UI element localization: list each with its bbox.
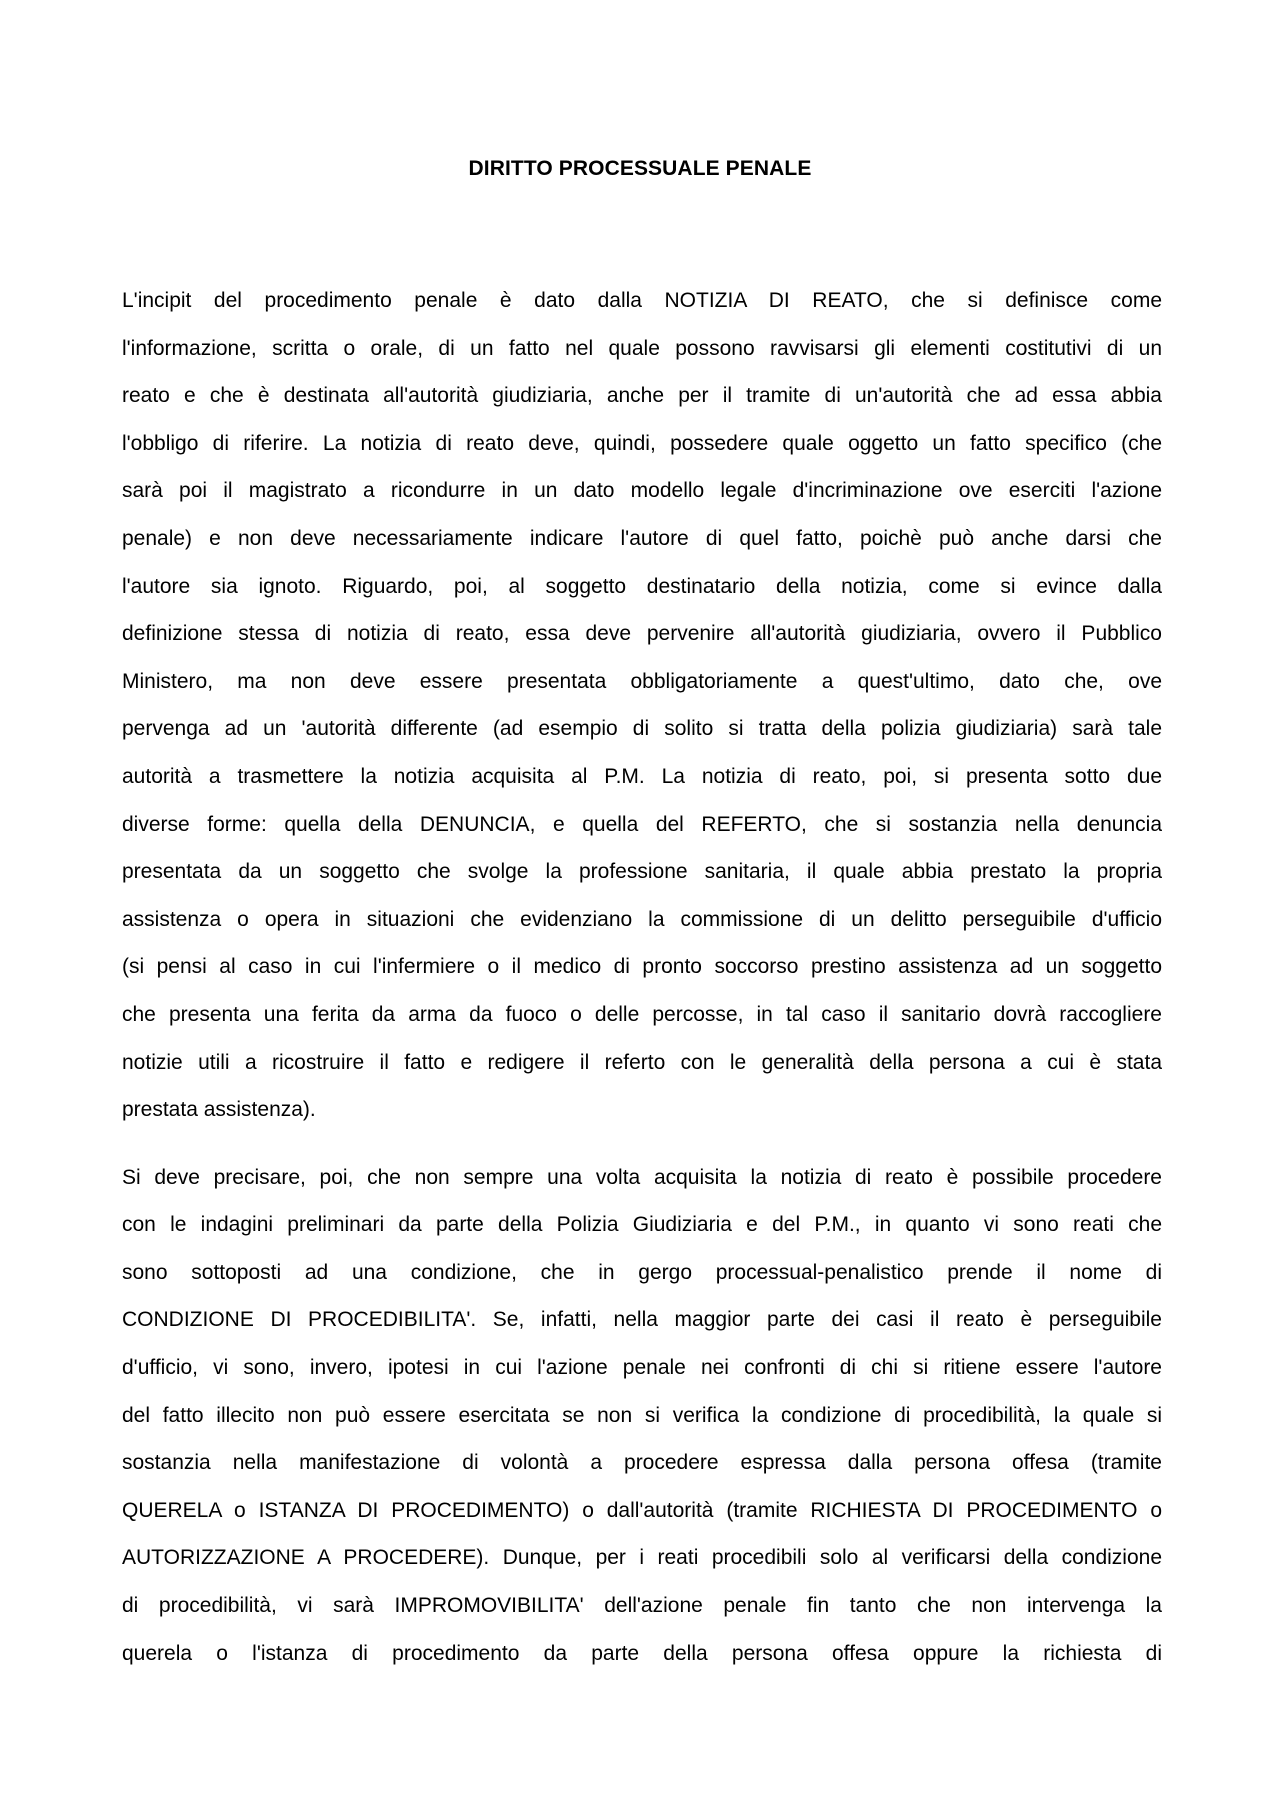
- text-line: sono sottoposti ad una condizione, che in gergo processual-penalistico prende il nome di: [122, 1260, 1162, 1284]
- text-line: CONDIZIONE DI PROCEDIBILITA'. Se, infatti, nella maggior parte dei casi il reato è perseguibile: [122, 1308, 1162, 1332]
- text-line: pervenga ad un 'autorità differente (ad esempio di solito si tratta della polizia giudiziaria) sarà tale: [122, 717, 1162, 741]
- text-line: definizione stessa di notizia di reato, essa deve pervenire all'autorità giudiziaria, ovvero il Pubblico: [122, 622, 1162, 646]
- text-line: sostanzia nella manifestazione di volontà a procedere espressa dalla persona offesa (tramite: [122, 1451, 1162, 1475]
- text-line: (si pensi al caso in cui l'infermiere o il medico di pronto soccorso prestino assistenza ad un soggetto: [122, 955, 1162, 979]
- text-line: querela o l'istanza di procedimento da parte della persona offesa oppure la richiesta di: [122, 1641, 1162, 1665]
- text-line: l'informazione, scritta o orale, di un fatto nel quale possono ravvisarsi gli elementi costitutivi di un: [122, 336, 1162, 360]
- text-line: Ministero, ma non deve essere presentata obbligatoriamente a quest'ultimo, dato che, ove: [122, 669, 1162, 693]
- paragraph-2: [122, 1154, 1162, 1678]
- text-line: reato e che è destinata all'autorità giudiziaria, anche per il tramite di un'autorità che ad essa abbia: [122, 384, 1162, 408]
- text-line: d'ufficio, vi sono, invero, ipotesi in cui l'azione penale nei confronti di chi si ritiene essere l'autore: [122, 1356, 1162, 1380]
- text-line: del fatto illecito non può essere esercitata se non si verifica la condizione di procedibilità, la quale si: [122, 1403, 1162, 1427]
- text-line: AUTORIZZAZIONE A PROCEDERE). Dunque, per i reati procedibili solo al verificarsi della condizione: [122, 1546, 1162, 1570]
- text-line: prestata assistenza).: [122, 1098, 316, 1122]
- text-line: autorità a trasmettere la notizia acquisita al P.M. La notizia di reato, poi, si presenta sotto due: [122, 764, 1162, 788]
- text-line: l'autore sia ignoto. Riguardo, poi, al soggetto destinatario della notizia, come si evince dalla: [122, 574, 1162, 598]
- text-line: penale) e non deve necessariamente indicare l'autore di quel fatto, poichè può anche darsi che: [122, 526, 1162, 550]
- text-line: L'incipit del procedimento penale è dato dalla NOTIZIA DI REATO, che si definisce come: [122, 289, 1162, 312]
- text-line: sarà poi il magistrato a ricondurre in un dato modello legale d'incriminazione ove eserciti l'azione: [122, 479, 1162, 503]
- paragraph-spacer: [122, 1134, 1162, 1154]
- text-line: di procedibilità, vi sarà IMPROMOVIBILITA' dell'azione penale fin tanto che non intervenga la: [122, 1594, 1162, 1618]
- document-title: DIRITTO PROCESSUALE PENALE: [468, 157, 812, 180]
- text-line: Si deve precisare, poi, che non sempre una volta acquisita la notizia di reato è possibile procedere: [122, 1165, 1162, 1189]
- text-line: con le indagini preliminari da parte della Polizia Giudiziaria e del P.M., in quanto vi sono reati che: [122, 1213, 1162, 1237]
- text-line: notizie utili a ricostruire il fatto e redigere il referto con le generalità della persona a cui è stata: [122, 1050, 1162, 1074]
- text-line: diverse forme: quella della DENUNCIA, e quella del REFERTO, che si sostanzia nella denuncia: [122, 812, 1162, 836]
- text-line: l'obbligo di riferire. La notizia di reato deve, quindi, possedere quale oggetto un fatto specifico (che: [122, 431, 1162, 455]
- paragraph-1: [122, 277, 1162, 1134]
- text-line: che presenta una ferita da arma da fuoco o delle percosse, in tal caso il sanitario dovrà raccogliere: [122, 1002, 1162, 1026]
- text-line: assistenza o opera in situazioni che evidenziano la commissione di un delitto perseguibile d'ufficio: [122, 907, 1162, 931]
- text-line: QUERELA o ISTANZA DI PROCEDIMENTO) o dall'autorità (tramite RICHIESTA DI PROCEDIMENTO o: [122, 1498, 1162, 1522]
- text-line: presentata da un soggetto che svolge la professione sanitaria, il quale abbia prestato la propria: [122, 860, 1162, 884]
- document-body: [122, 277, 1162, 1677]
